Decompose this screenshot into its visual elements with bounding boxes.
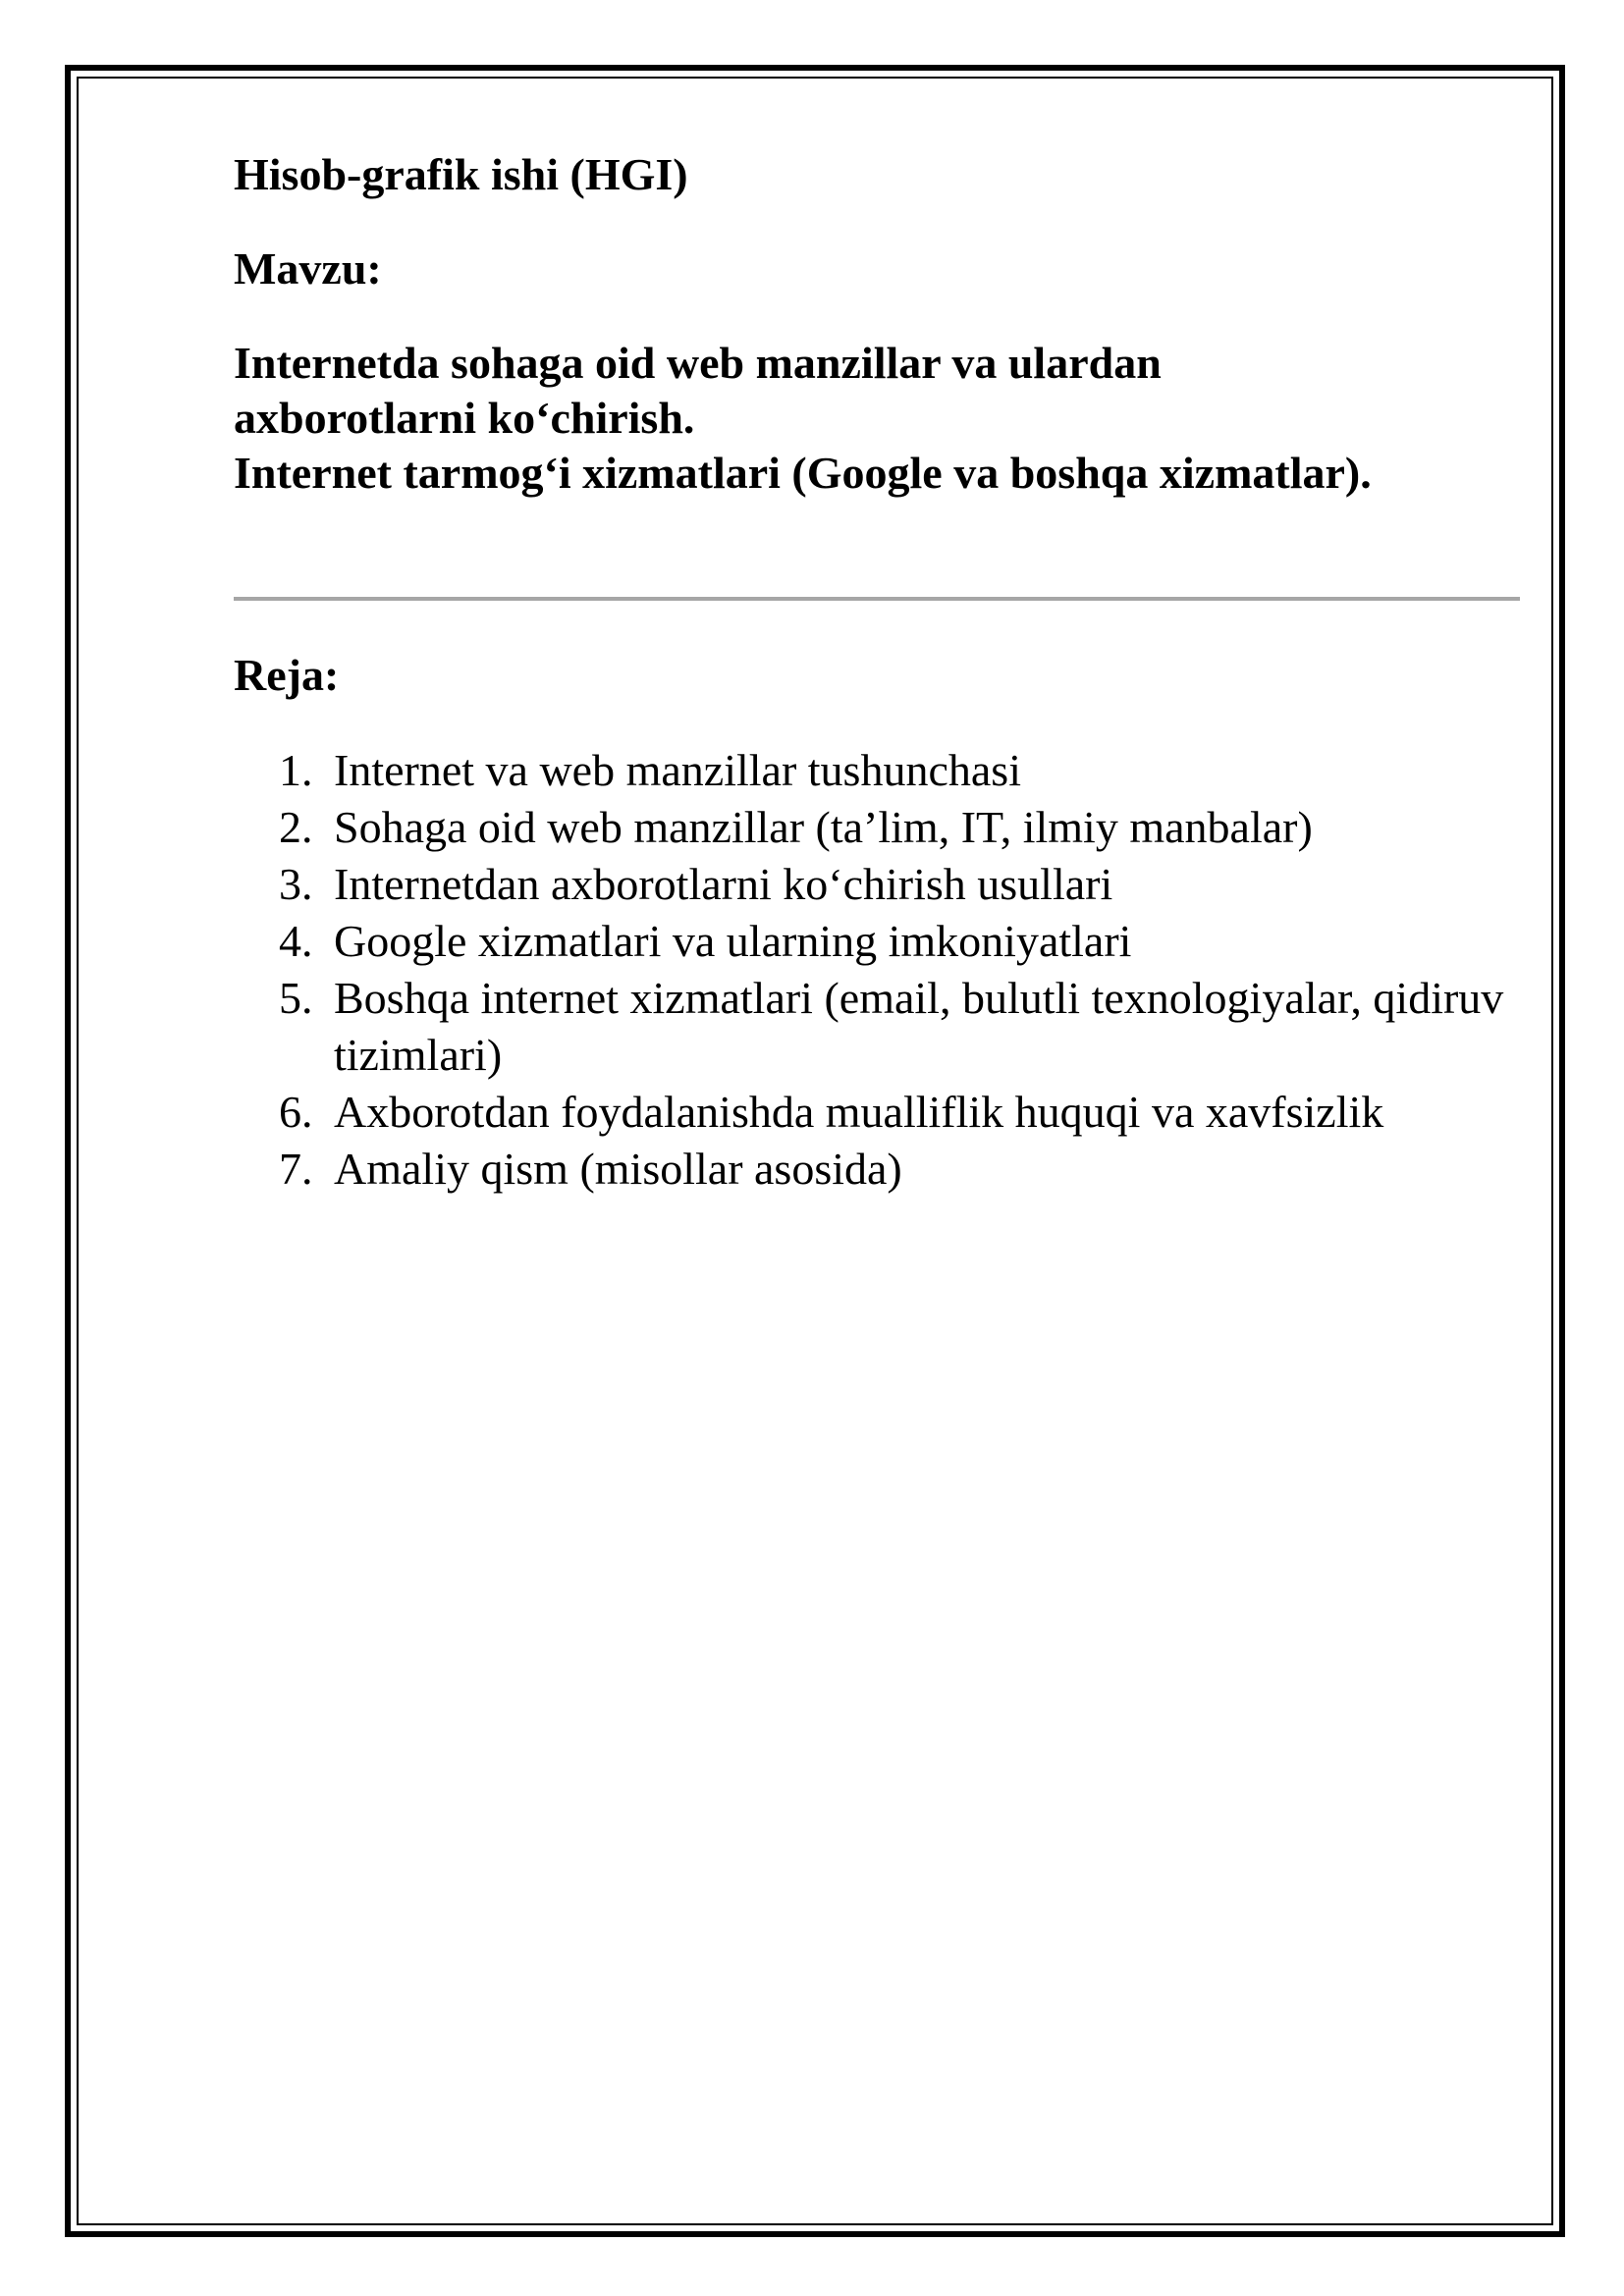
plan-item-text: Google xizmatlari va ularning imkoniyatlari	[334, 916, 1132, 966]
plan-item-number: 4.	[279, 916, 313, 966]
plan-list-item	[234, 970, 1530, 1084]
plan-item-text: Internetdan axborotlarni ko‘chirish usullari	[334, 859, 1113, 909]
plan-section	[234, 648, 1530, 1198]
plan-list-item	[234, 913, 1530, 970]
plan-item-number: 6.	[279, 1087, 313, 1137]
section-divider	[234, 597, 1520, 601]
plan-item-number: 7.	[279, 1144, 313, 1194]
plan-list	[234, 742, 1530, 1198]
plan-item-text: Boshqa internet xizmatlari (email, bulutli texnologiyalar, qidiruv tizimlari)	[334, 973, 1504, 1080]
topic-text	[234, 336, 1520, 501]
plan-item-text: Amaliy qism (misollar asosida)	[334, 1144, 902, 1194]
plan-list-item	[234, 1141, 1530, 1198]
plan-list-item	[234, 856, 1530, 913]
topic-label: Mavzu:	[234, 243, 382, 294]
plan-label: Reja:	[234, 650, 340, 700]
plan-item-number: 5.	[279, 973, 313, 1023]
topic-line: Internet tarmog‘i xizmatlari (Google va boshqa xizmatlar).	[234, 448, 1372, 498]
plan-item-text: Sohaga oid web manzillar (ta’lim, IT, ilmiy manbalar)	[334, 802, 1313, 852]
plan-item-number: 2.	[279, 802, 313, 852]
header-section	[234, 147, 1520, 501]
plan-list-item	[234, 1084, 1530, 1141]
plan-item-text: Axborotdan foydalanishda mualliflik huquqi va xavfsizlik	[334, 1087, 1384, 1137]
plan-item-text: Internet va web manzillar tushunchasi	[334, 745, 1021, 795]
plan-list-item	[234, 742, 1530, 799]
plan-item-number: 1.	[279, 745, 313, 795]
plan-list-item	[234, 799, 1530, 856]
topic-line: Internetda sohaga oid web manzillar va ulardan	[234, 338, 1162, 388]
topic-line: axborotlarni ko‘chirish.	[234, 393, 695, 443]
document-title: Hisob-grafik ishi (HGI)	[234, 149, 688, 199]
plan-item-number: 3.	[279, 859, 313, 909]
